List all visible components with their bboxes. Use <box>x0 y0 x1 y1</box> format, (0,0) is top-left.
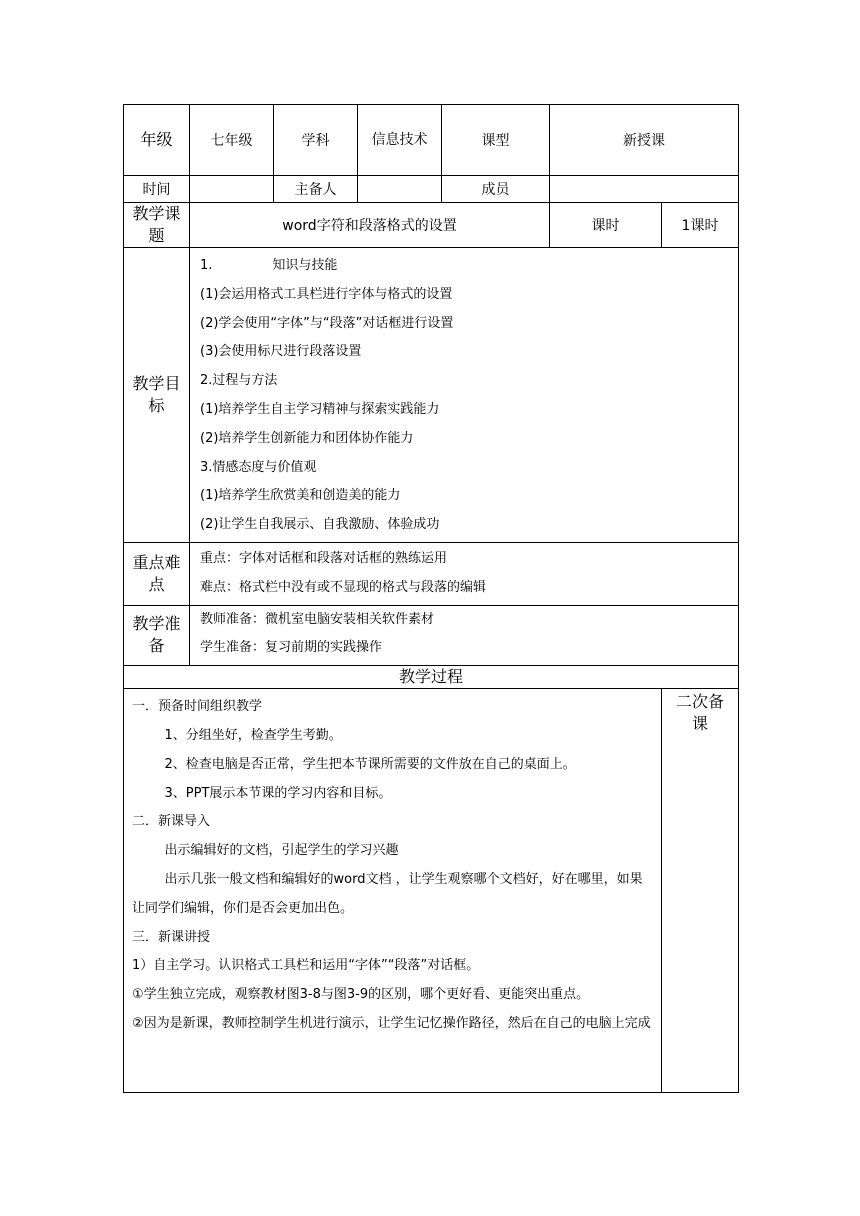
keypoints-list <box>190 542 739 605</box>
process-para: ①学生独立完成，观察教材图3-8与图3-9的区别，哪个更好看、更能突出重点。 <box>132 987 590 1003</box>
lead-value <box>358 176 442 203</box>
section-heading: 一．预备时间组织教学 <box>132 699 263 715</box>
objectives-label: 教学目标 <box>132 373 181 415</box>
topic-value: word字符和段落格式的设置 <box>190 203 550 248</box>
process-title-row <box>124 666 739 689</box>
process-para: 出示编辑好的文档，引起学生的学习兴趣 <box>164 843 399 859</box>
objective-line: (3)会使用标尺进行段落设置 <box>200 344 362 360</box>
keypoint-line: 难点：格式栏中没有或不显现的格式与段落的编辑 <box>200 579 487 595</box>
process-row <box>124 689 739 1093</box>
time-value <box>190 176 274 203</box>
subject-value: 信息技术 <box>371 131 428 148</box>
prep-row <box>124 605 739 666</box>
revision-label: 二次备课 <box>675 692 724 734</box>
objective-line: (1)培养学生欣赏美和创造美的能力 <box>200 488 401 504</box>
hours-label: 课时 <box>550 203 662 248</box>
type-label: 课型 <box>442 105 550 176</box>
objectives-row <box>124 248 739 543</box>
header-row <box>124 105 739 176</box>
prep-line: 学生准备：复习前期的实践操作 <box>200 640 383 656</box>
keypoints-row <box>124 542 739 605</box>
objectives-list <box>190 248 739 543</box>
member-value <box>550 176 739 203</box>
time-row <box>124 176 739 203</box>
process-content <box>124 689 662 1093</box>
grade-label-cell <box>124 105 190 176</box>
objective-line: (2)学会使用“字体”与“段落”对话框进行设置 <box>200 315 454 331</box>
subject-value-cell <box>358 105 442 176</box>
prep-label-cell <box>124 605 190 666</box>
prep-line: 教师准备：微机室电脑安装相关软件素材 <box>200 611 435 627</box>
prep-label: 教学准备 <box>132 614 181 656</box>
hours-value: 1课时 <box>662 203 739 248</box>
subject-label: 学科 <box>274 105 358 176</box>
process-para: 2、检查电脑是否正常，学生把本节课所需要的文件放在自己的桌面上。 <box>164 756 576 772</box>
lead-label: 主备人 <box>274 176 358 203</box>
objective-line: (1)培养学生自主学习精神与探索实践能力 <box>200 401 440 417</box>
topic-row <box>124 203 739 248</box>
objective-line: 2.过程与方法 <box>200 373 278 389</box>
process-para: 出示几张一般文档和编辑好的word文档 ，让学生观察哪个文档好，好在哪里，如果让同学们编辑，你们是否会更加出色。 <box>132 871 643 916</box>
section-heading: 二．新课导入 <box>132 814 211 830</box>
objective-line: 1. 知识与技能 <box>200 258 338 273</box>
objective-line: (2)培养学生创新能力和团体协作能力 <box>200 430 414 446</box>
objective-line: 3.情感态度与价值观 <box>200 459 317 475</box>
keypoints-label-cell <box>124 542 190 605</box>
objectives-label-cell <box>124 248 190 543</box>
member-label: 成员 <box>442 176 550 203</box>
process-para: 3、PPT展示本节课的学习内容和目标。 <box>164 785 392 801</box>
keypoints-label: 重点难点 <box>132 552 181 594</box>
prep-list <box>190 605 739 666</box>
process-para: ②因为是新课，教师控制学生机进行演示，让学生记忆操作路径，然后在自己的电脑上完成 <box>132 1015 651 1031</box>
objective-number: 1. <box>200 258 213 273</box>
section-heading: 三．新课讲授 <box>132 929 211 945</box>
objective-line: (2)让学生自我展示、自我激励、体验成功 <box>200 517 440 533</box>
type-value: 新授课 <box>550 105 739 176</box>
grade-value: 七年级 <box>190 105 274 176</box>
process-para: 1、分组坐好，检查学生考勤。 <box>164 727 342 743</box>
time-label: 时间 <box>124 176 190 203</box>
topic-label: 教学课题 <box>132 204 181 245</box>
lesson-plan-table <box>123 104 739 1093</box>
grade-label: 年级 <box>140 130 173 149</box>
lesson-plan <box>123 104 738 1093</box>
process-para: 1）自主学习。认识格式工具栏和运用“字体”“段落”对话框。 <box>132 958 480 974</box>
topic-label-cell <box>124 203 190 248</box>
revision-cell <box>662 689 739 1093</box>
process-title: 教学过程 <box>124 666 739 689</box>
keypoint-line: 重点：字体对话框和段落对话框的熟练运用 <box>200 550 448 566</box>
objective-line: (1)会运用格式工具栏进行字体与格式的设置 <box>200 286 453 302</box>
